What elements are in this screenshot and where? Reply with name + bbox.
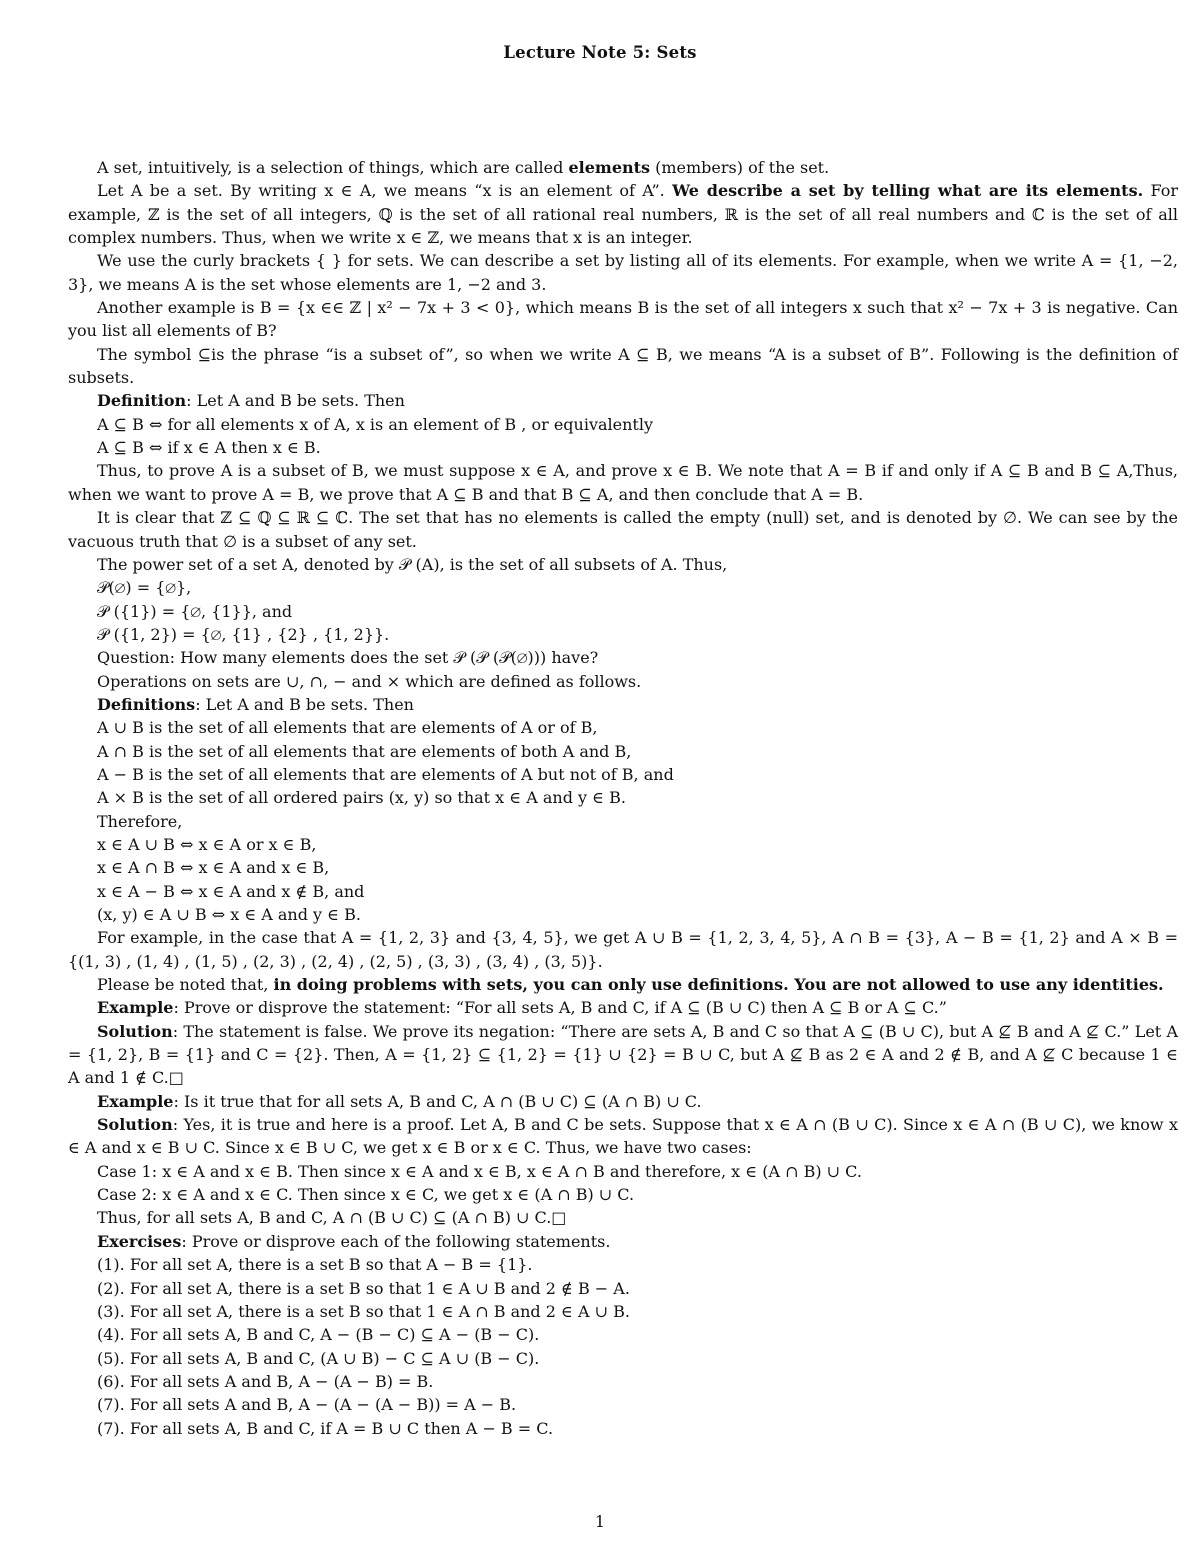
- text-run: Another example is B = {x ∈∈ ℤ | x² − 7x + 3 < 0}, which means B is the set of all integers x such that x² − 7x + 3 is negative. Can you list all elements of B?: [68, 298, 1178, 341]
- bold-text: elements: [568, 158, 651, 177]
- paragraph: [68, 693, 1178, 716]
- text-run: : Is it true that for all sets A, B and C, A ∩ (B ∪ C) ⊆ (A ∩ B) ∪ C.: [173, 1091, 702, 1111]
- text-run: x ∈ A − B ⇔ x ∈ A and x ∉ B, and: [97, 881, 365, 901]
- text-run: It is clear that ℤ ⊆ ℚ ⊆ ℝ ⊆ ℂ. The set that has no elements is called the empty (null) set, and is denoted by ∅. We can see by the vacuous truth that ∅ is a subset of any set.: [68, 508, 1178, 551]
- bold-text: Definition: [97, 391, 187, 411]
- paragraph: [68, 786, 1178, 809]
- text-run: (7). For all sets A, B and C, if A = B ∪ C then A − B = C.: [97, 1418, 554, 1438]
- paragraph: [68, 179, 1178, 249]
- text-run: (4). For all sets A, B and C, A − (B − C) ⊆ A − (B − C).: [97, 1325, 540, 1345]
- paragraph: [68, 1230, 1178, 1253]
- paragraph: [68, 1206, 1178, 1229]
- text-run: For example, in the case that A = {1, 2, 3} and {3, 4, 5}, we get A ∪ B = {1, 2, 3, 4, 5}, A ∩ B = {3}, A − B = {1, 2} and A × B = {(1, 3) , (1, 4) , (1, 5) , (2, 3) , (2, 4) , (2, 5) , (3, 3) , (3, 4) , (3, 5)}.: [68, 928, 1178, 971]
- text-run: For example, ℤ is the set of all integers, ℚ is the set of all rational real numbers, ℝ is the set of all real numbers and ℂ is the set of all complex numbers. Thus, when we write x ∈ ℤ, we means that x is an integer.: [68, 181, 1178, 248]
- text-run: Thus, for all sets A, B and C, A ∩ (B ∪ C) ⊆ (A ∩ B) ∪ C.□: [97, 1208, 567, 1228]
- page-title: Lecture Note 5: Sets: [503, 43, 697, 62]
- paragraph: [68, 1417, 1178, 1440]
- text-run: The power set of a set A, denoted by 𝒫 (A), is the set of all subsets of A. Thus,: [97, 554, 728, 574]
- text-run: (7). For all sets A and B, A − (A − (A − B)) = A − B.: [97, 1395, 517, 1415]
- paragraph: [68, 716, 1178, 739]
- text-run: : The statement is false. We prove its negation: “There are sets A, B and C so that A ⊆ (B ∪ C), but A ⊈ B and A ⊈ C.” Let A = {1, 2}, B = {1} and C = {2}. Then, A = {1, 2} ⊆ {1, 2} = {1} ∪ {2} = B ∪ C, but A ⊈ B as 2 ∈ A and 2 ∉ B, and A ⊈ C because 1 ∈ A and 1 ∉ C.□: [68, 1021, 1178, 1088]
- paragraph: [68, 926, 1178, 973]
- page-number: 1: [594, 1512, 606, 1531]
- paragraph: [68, 296, 1178, 343]
- bold-text: Solution: [97, 1115, 173, 1135]
- paragraph: [68, 1183, 1178, 1206]
- paragraph: [68, 833, 1178, 856]
- text-run: A − B is the set of all elements that are elements of A but not of B, and: [97, 764, 674, 784]
- text-run: (x, y) ∈ A ∪ B ⇔ x ∈ A and y ∈ B.: [97, 905, 361, 924]
- text-run: A ∪ B is the set of all elements that are elements of A or of B,: [97, 718, 598, 738]
- bold-text: Definitions: [97, 694, 196, 714]
- bold-text: Example: [97, 1091, 174, 1111]
- text-run: A ⊆ B ⇔ if x ∈ A then x ∈ B.: [97, 438, 321, 458]
- text-run: The symbol ⊆is the phrase “is a subset of”, so when we write A ⊆ B, we means “A is a subset of B”. Following is the definition of subsets.: [68, 344, 1178, 388]
- text-run: Let A be a set. By writing x ∈ A, we means “x is an element of A”.: [97, 181, 673, 201]
- text-run: We use the curly brackets { } for sets. We can describe a set by listing all of its elements. For example, when we write A = {1, −2, 3}, we means A is the set whose elements are 1, −2 and 3.: [68, 251, 1178, 294]
- paragraph: [68, 413, 1178, 436]
- text-run: A ∩ B is the set of all elements that are elements of both A and B,: [97, 741, 632, 761]
- paragraph: [68, 1160, 1178, 1183]
- paragraph: [68, 623, 1178, 646]
- paragraph: [68, 1370, 1178, 1393]
- paragraph: [68, 436, 1178, 459]
- paragraph: [68, 1347, 1178, 1370]
- document-body: [68, 156, 1178, 1440]
- paragraph: [68, 1393, 1178, 1416]
- text-run: : Let A and B be sets. Then: [195, 694, 414, 714]
- paragraph: [68, 996, 1178, 1019]
- paragraph: [68, 740, 1178, 763]
- paragraph: [68, 343, 1178, 390]
- text-run: (3). For all set A, there is a set B so that 1 ∈ A ∩ B and 2 ∈ A ∪ B.: [97, 1301, 630, 1321]
- paragraph: [68, 459, 1178, 506]
- text-run: : Prove or disprove the statement: “For all sets A, B and C, if A ⊆ (B ∪ C) then A ⊆ B or A ⊆ C.”: [173, 998, 947, 1018]
- paragraph: [68, 810, 1178, 833]
- paragraph: [68, 1323, 1178, 1346]
- paragraph: [68, 553, 1178, 576]
- paragraph: [68, 576, 1178, 599]
- text-run: (members) of the set.: [650, 158, 830, 177]
- text-run: : Let A and B be sets. Then: [186, 391, 405, 411]
- bold-text: Exercises: [97, 1231, 182, 1251]
- paragraph: [68, 1253, 1178, 1276]
- paragraph: [68, 973, 1178, 996]
- paragraph: [68, 1300, 1178, 1323]
- text-run: A × B is the set of all ordered pairs (x, y) so that x ∈ A and y ∈ B.: [97, 788, 626, 808]
- text-run: x ∈ A ∪ B ⇔ x ∈ A or x ∈ B,: [97, 834, 317, 854]
- text-run: Case 2: x ∈ A and x ∈ C. Then since x ∈ C, we get x ∈ (A ∩ B) ∪ C.: [97, 1185, 635, 1205]
- paragraph: [68, 646, 1178, 669]
- text-run: Therefore,: [97, 811, 183, 831]
- paragraph: [68, 506, 1178, 553]
- paragraph: [68, 763, 1178, 786]
- text-run: A ⊆ B ⇔ for all elements x of A, x is an element of B , or equivalently: [97, 414, 653, 434]
- text-run: : Prove or disprove each of the following statements.: [181, 1231, 611, 1251]
- paragraph: [68, 880, 1178, 903]
- paragraph: [68, 670, 1178, 693]
- text-run: 𝒫 ({1}) = {∅, {1}}, and: [97, 601, 293, 621]
- text-run: (1). For all set A, there is a set B so that A − B = {1}.: [97, 1255, 533, 1275]
- text-run: 𝒫 ({1, 2}) = {∅, {1} , {2} , {1, 2}}.: [97, 624, 390, 644]
- paragraph: [68, 600, 1178, 623]
- paragraph: [68, 1277, 1178, 1300]
- text-run: : Yes, it is true and here is a proof. Let A, B and C be sets. Suppose that x ∈ A ∩ (B ∪ C). Since x ∈ A ∩ (B ∪ C), we know x ∈ A and x ∈ B ∪ C. Since x ∈ B ∪ C, we get x ∈ B or x ∈ C. Thus, we have two cases:: [68, 1115, 1178, 1158]
- text-run: 𝒫(∅) = {∅},: [97, 578, 192, 598]
- paragraph: [68, 1090, 1178, 1113]
- paragraph: [68, 156, 1178, 179]
- text-run: x ∈ A ∩ B ⇔ x ∈ A and x ∈ B,: [97, 858, 330, 878]
- text-run: Thus, to prove A is a subset of B, we must suppose x ∈ A, and prove x ∈ B. We note that A = B if and only if A ⊆ B and B ⊆ A,Thus, when we want to prove A = B, we prove that A ⊆ B and that B ⊆ A, and then conclude that A = B.: [68, 461, 1178, 504]
- bold-text: We describe a set by telling what are its elements.: [672, 181, 1144, 201]
- text-run: Please be noted that,: [97, 975, 274, 995]
- text-run: (2). For all set A, there is a set B so that 1 ∈ A ∪ B and 2 ∉ B − A.: [97, 1278, 630, 1298]
- bold-text: Solution: [97, 1021, 173, 1041]
- bold-text: Example: [97, 998, 174, 1018]
- text-run: Case 1: x ∈ A and x ∈ B. Then since x ∈ A and x ∈ B, x ∈ A ∩ B and therefore, x ∈ (A ∩ B) ∪ C.: [97, 1161, 862, 1181]
- text-run: (6). For all sets A and B, A − (A − B) = B.: [97, 1371, 434, 1391]
- text-run: (5). For all sets A, B and C, (A ∪ B) − C ⊆ A ∪ (B − C).: [97, 1348, 540, 1368]
- paragraph: [68, 389, 1178, 412]
- text-run: Operations on sets are ∪, ∩, − and × which are defined as follows.: [97, 671, 642, 691]
- bold-text: in doing problems with sets, you can only use definitions. You are not allowed to use any identities.: [273, 975, 1164, 995]
- paragraph: [68, 903, 1178, 926]
- paragraph: [68, 1020, 1178, 1090]
- text-run: Question: How many elements does the set 𝒫 (𝒫 (𝒫(∅))) have?: [97, 648, 599, 668]
- paragraph: [68, 856, 1178, 879]
- paragraph: [68, 249, 1178, 296]
- paragraph: [68, 1113, 1178, 1160]
- text-run: A set, intuitively, is a selection of things, which are called: [97, 158, 569, 177]
